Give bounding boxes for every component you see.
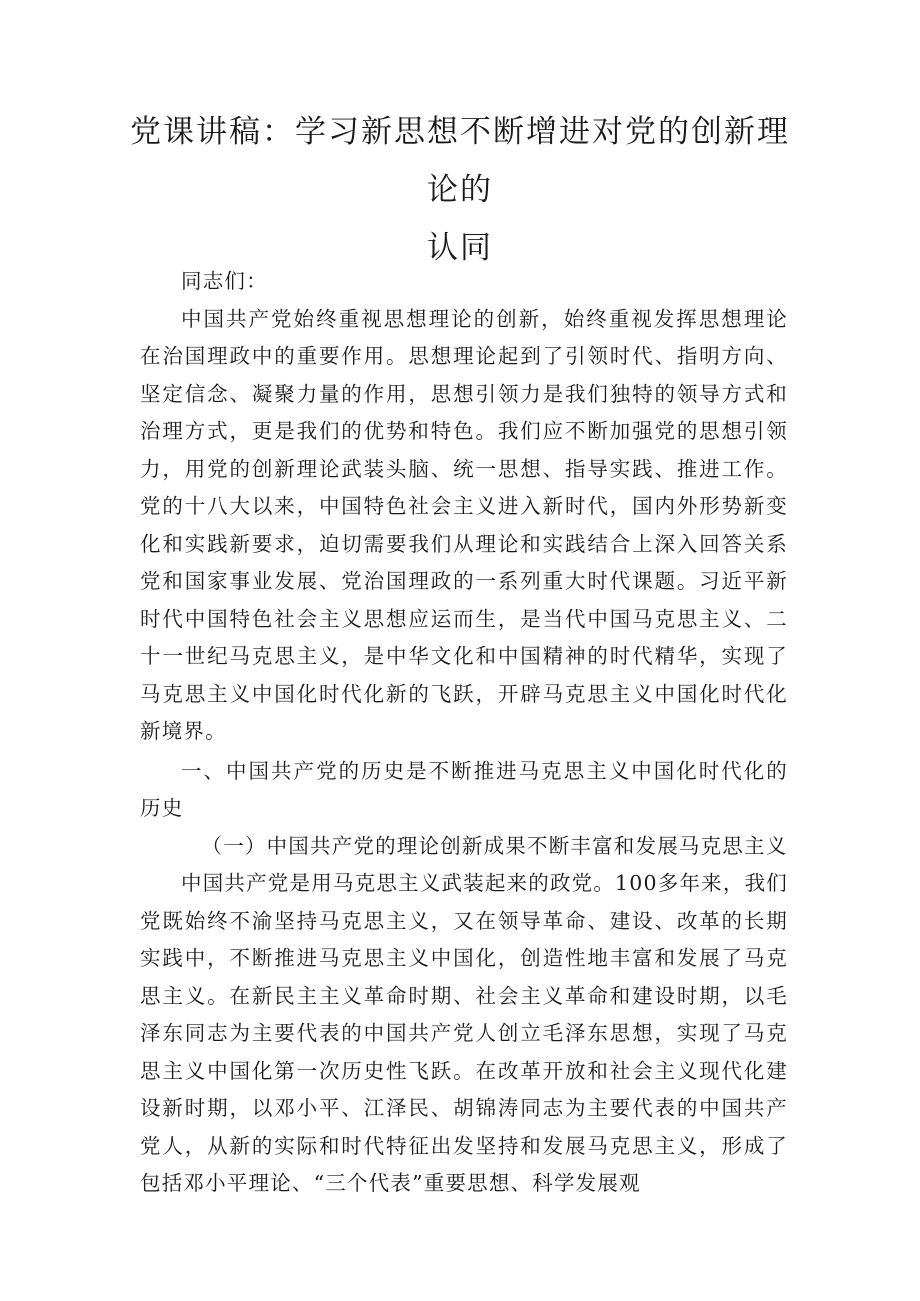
section-heading-1: 一、中国共产党的历史是不断推进马克思主义中国化时代化的历史 [140,758,788,820]
title-line-2: 认同 [427,230,493,266]
title-line-1: 党课讲稿：学习新思想不断增进对党的创新理论的 [130,114,790,208]
paragraph-2: 中国共产党是用马克思主义武装起来的政党。100多年来，我们党既始终不渝坚持马克思主义，又在领导革命、建设、改革的长期实践中，不断推进马克思主义中国化，创造性地丰富和发展了马克思主义。在新民主主义革命时期、社会主义革命和建设时期，以毛泽东同志为主要代表的中国共产党人创立毛泽东思想，实现了马克思主义中国化第一次历史性飞跃。在改革开放和社会主义现代化建设新时期，以邓小平、江泽民、胡锦涛同志为主要代表的中国共产党人，从新的实际和时代特征出发坚持和发展马克思主义，形成了包括邓小平理论、“三个代表”重要思想、科学发展观 [140,871,788,1195]
subsection-heading-1: （一）中国共产党的理论创新成果不断丰富和发展马克思主义 [201,833,788,858]
document-body [140,263,788,1203]
paragraph-1: 中国共产党始终重视思想理论的创新，始终重视发挥思想理论在治国理政中的重要作用。思想理论起到了引领时代、指明方向、坚定信念、凝聚力量的作用，思想引领力是我们独特的领导方式和治理方式，更是我们的优势和特色。我们应不断加强党的思想引领力，用党的创新理论武装头脑、统一思想、指导实践、推进工作。党的十八大以来，中国特色社会主义进入新时代，国内外形势新变化和实践新要求，迫切需要我们从理论和实践结合上深入回答关系党和国家事业发展、党治国理政的一系列重大时代课题。习近平新时代中国特色社会主义思想应运而生，是当代中国马克思主义、二十一世纪马克思主义，是中华文化和中国精神的时代精华，实现了马克思主义中国化时代化新的飞跃，开辟马克思主义中国化时代化新境界。 [140,306,788,743]
document-title [130,103,790,277]
greeting: 同志们： [181,269,268,293]
